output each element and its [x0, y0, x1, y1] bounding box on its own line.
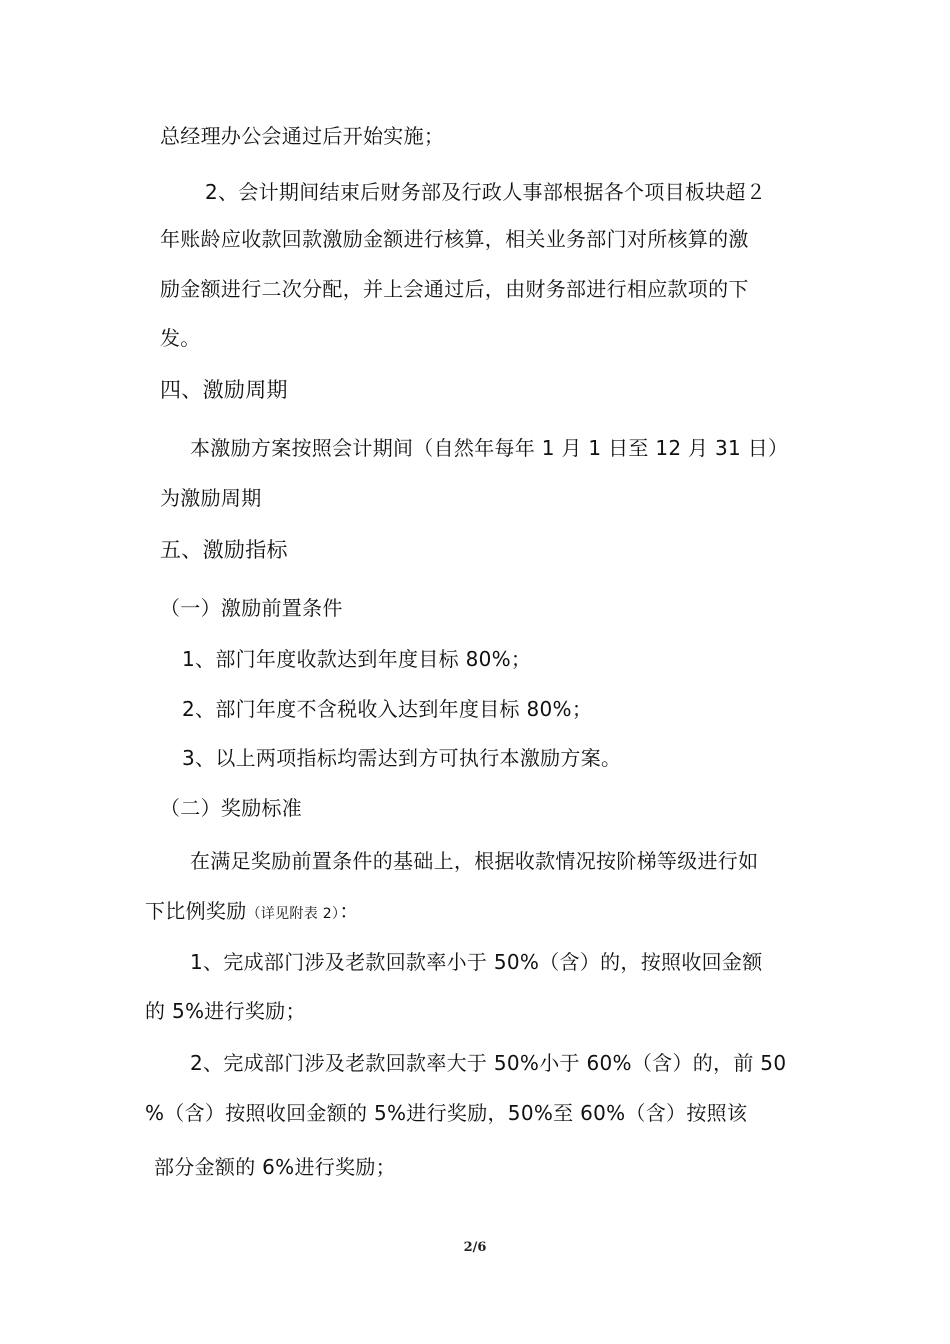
text-line-16	[145, 898, 360, 927]
footnote-reference: （详见附表 2）	[246, 906, 340, 922]
list-item-1: 1、部门年度收款达到年度目标 80%；	[182, 647, 532, 671]
subsection-heading-2: （二）奖励标准	[160, 796, 303, 820]
list-item-5: 2、完成部门涉及老款回款率大于 50%小于 60%（含）的，前 50	[190, 1051, 787, 1075]
list-item-4: 1、完成部门涉及老款回款率小于 50%（含）的，按照收回金额	[190, 950, 763, 974]
text-line-2: 2、会计期间结束后财务部及行政人事部根据各个项目板块超２	[205, 180, 767, 204]
text-fragment: 下比例奖励	[145, 899, 247, 923]
text-line-3: 年账龄应收款回款激励金额进行核算，相关业务部门对所核算的激	[160, 227, 749, 251]
text-fragment-colon: ：	[339, 899, 360, 923]
list-item-2: 2、部门年度不含税收入达到年度目标 80%；	[182, 697, 593, 721]
subsection-heading-1: （一）激励前置条件	[160, 596, 343, 620]
section-heading-4: 四、激励周期	[160, 378, 288, 402]
text-line-5: 发。	[160, 326, 201, 350]
text-line-22: 部分金额的 6%进行奖励；	[154, 1155, 396, 1179]
text-line-1: 总经理办公会通过后开始实施；	[160, 124, 445, 148]
section-heading-5: 五、激励指标	[160, 538, 288, 562]
list-item-3: 3、以上两项指标均需达到方可执行本激励方案。	[182, 746, 622, 770]
text-line-4: 励金额进行二次分配，并上会通过后，由财务部进行相应款项的下	[160, 277, 749, 301]
text-line-19: 的 5%进行奖励；	[145, 999, 306, 1023]
page-number: 2/6	[463, 1240, 487, 1255]
text-line-8: 为激励周期	[160, 486, 262, 510]
text-line-7: 本激励方案按照会计期间（自然年每年 1 月 1 日至 12 月 31 日）	[190, 436, 789, 460]
text-line-21: %（含）按照收回金额的 5%进行奖励，50%至 60%（含）按照该	[145, 1101, 748, 1125]
text-line-15: 在满足奖励前置条件的基础上，根据收款情况按阶梯等级进行如	[190, 849, 759, 873]
